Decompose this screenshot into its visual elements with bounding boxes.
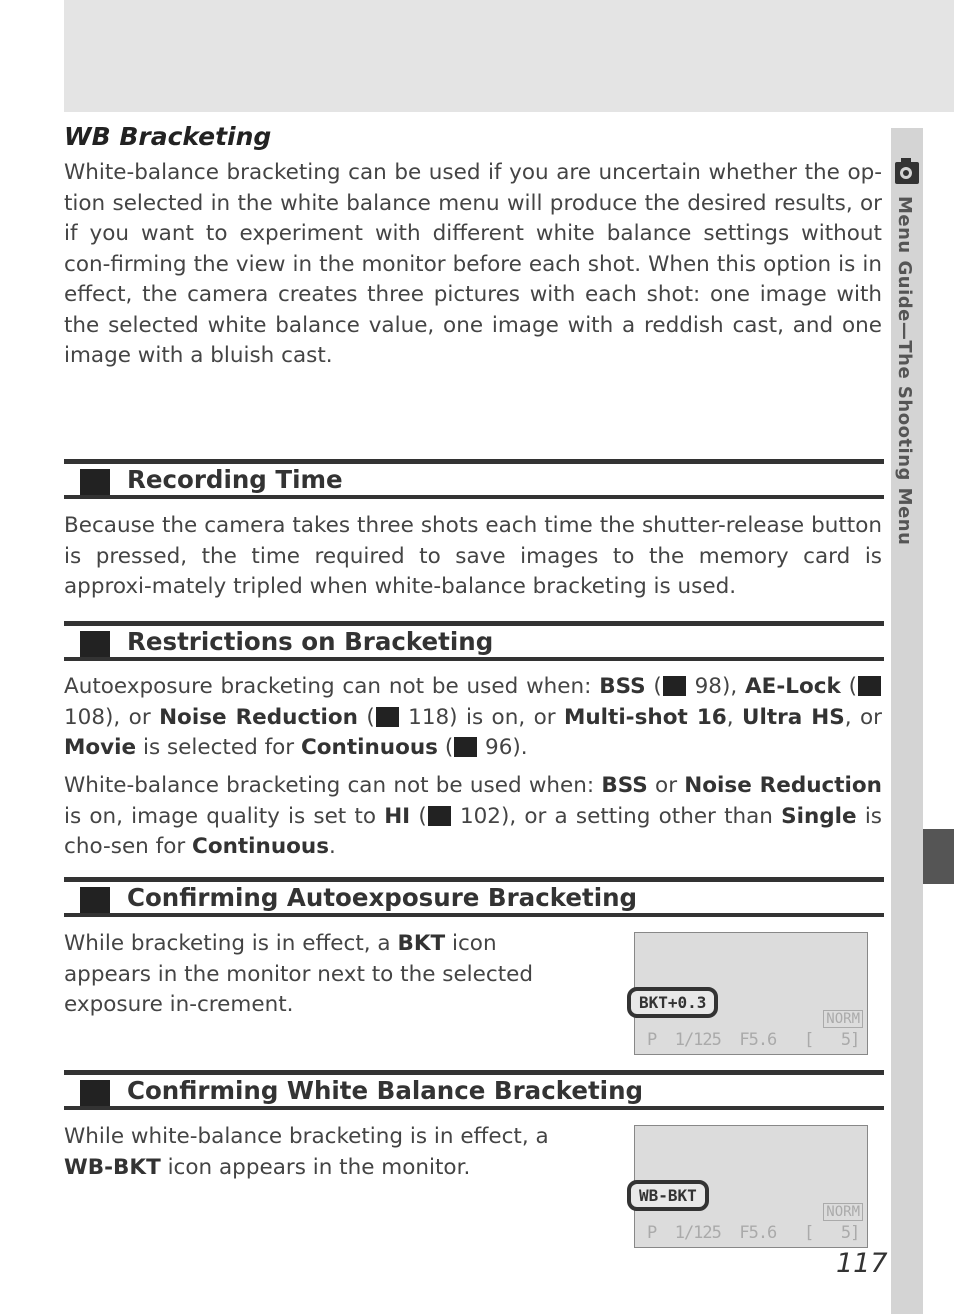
restrictions-title: Restrictions on Bracketing [127, 627, 494, 656]
side-tab-marker [923, 829, 954, 884]
monitor-illustration-wb [634, 1125, 868, 1248]
restrictions-wb-text: White-balance bracketing can not be used when: BSS or Noise Reduction is on, image quality is set to HI ( 102), or a setting other than Single is cho-sen for Continuous. [64, 773, 882, 859]
note-pencil-icon [80, 631, 110, 657]
recording-time-header [64, 459, 884, 499]
note-pencil-icon [80, 469, 110, 495]
page-reference-icon [454, 737, 477, 757]
bkt-indicator: BKT+0.3 [627, 987, 718, 1018]
restrictions-autoexposure-text: Autoexposure bracketing can not be used when: BSS ( 98), AE-Lock ( 108), or Noise Reduction ( 118) is on, or Multi-shot 16, Ultra HS, or Movie is selected for Continuous ( 96). [64, 674, 882, 760]
monitor-check-icon [80, 1080, 110, 1106]
page-reference-icon [376, 707, 399, 727]
image-quality-indicator: NORM [823, 1203, 863, 1221]
top-band [64, 0, 954, 112]
image-quality-indicator: NORM [823, 1010, 863, 1028]
wb-bkt-indicator: WB-BKT [627, 1180, 709, 1211]
camera-icon [893, 156, 921, 186]
page-reference-icon [663, 676, 686, 696]
monitor-check-icon [80, 887, 110, 913]
wb-confirm-body: While white-balance bracketing is in effect, a WB-BKT icon appears in the monitor. [64, 1124, 549, 1180]
wb-bracketing-heading: WB Bracketing [64, 122, 272, 151]
side-section-label: Menu Guide—The Shooting Menu [894, 196, 915, 546]
wb-confirm-title: Confirming White Balance Bracketing [127, 1076, 644, 1105]
exposure-readout: P 1/125 F5.6 [ 5] [647, 1030, 860, 1050]
page-reference-icon [428, 806, 451, 826]
ae-bracketing-body: While bracketing is in effect, a BKT icon appears in the monitor next to the selected exposure in-crement. [64, 931, 534, 1017]
ae-bracketing-title: Confirming Autoexposure Bracketing [127, 883, 638, 912]
monitor-illustration-ae [634, 932, 868, 1055]
wb-bracketing-body: White-balance bracketing can be used if you are uncertain whether the op-tion selected in the white balance menu will produce the desired results, or if you want to experiment with different white balance settings without con-firming the view in the monitor before each shot. When this option is in effect, the camera creates three pictures with each shot: one image with the selected white balance value, one image with a reddish cast, and one image with a bluish cast. [64, 160, 882, 368]
ae-bracketing-header [64, 877, 884, 917]
exposure-readout: P 1/125 F5.6 [ 5] [647, 1223, 860, 1243]
recording-time-title: Recording Time [127, 465, 343, 494]
recording-time-body: Because the camera takes three shots each time the shutter-release button is pressed, the time required to save images to the memory card is approxi-mately tripled when white-balance bracketing is used. [64, 513, 882, 599]
wb-confirm-header [64, 1070, 884, 1110]
page-number: 117 [836, 1248, 888, 1279]
page-reference-icon [858, 676, 881, 696]
restrictions-header [64, 621, 884, 661]
